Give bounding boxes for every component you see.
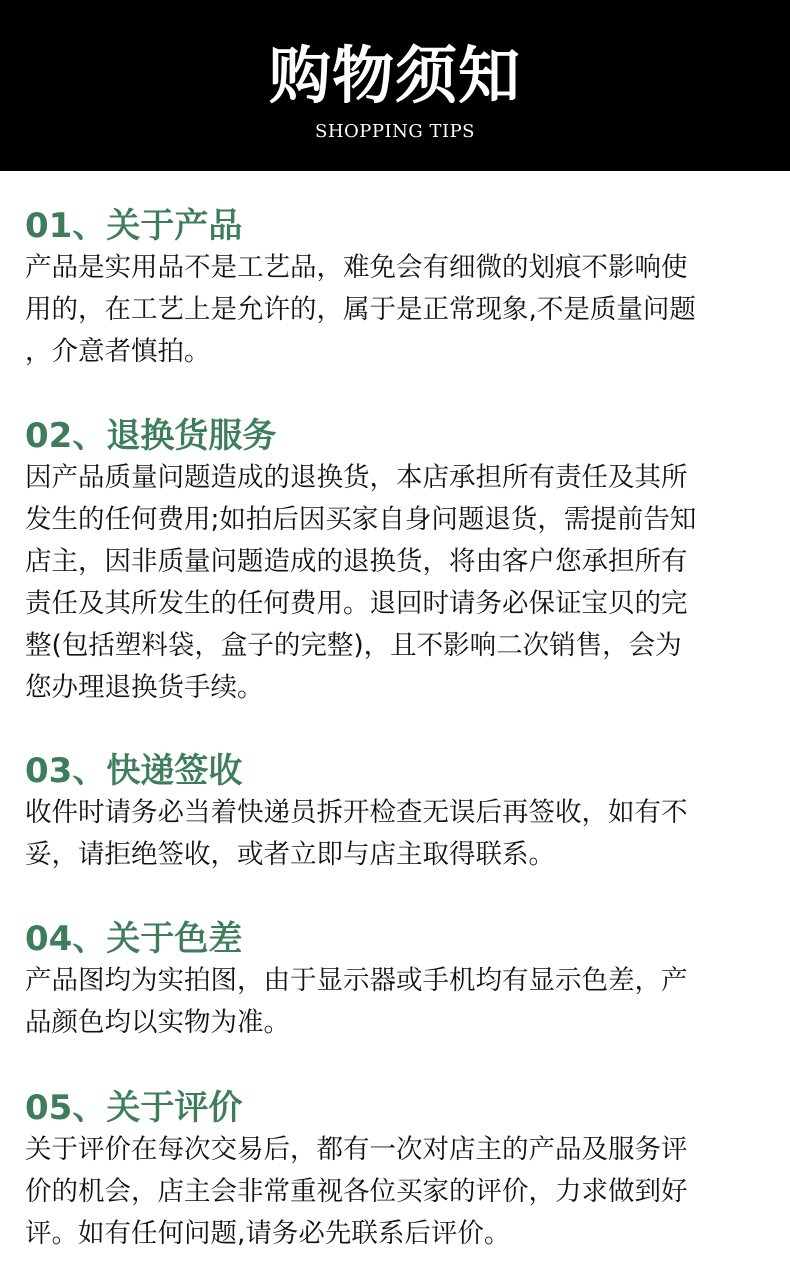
section-color-difference bbox=[25, 918, 777, 1044]
section-about-product bbox=[25, 205, 777, 373]
section-body: 收件时请务必当着快递员拆开检查无误后再签收，如有不 妥，请拒绝签收，或者立即与店主取得联系。 bbox=[25, 797, 688, 870]
section-title: 02、退换货服务 bbox=[25, 416, 277, 456]
page-subtitle: SHOPPING TIPS bbox=[314, 121, 476, 142]
section-title: 03、快递签收 bbox=[25, 751, 243, 791]
section-title: 04、关于色差 bbox=[25, 919, 243, 959]
section-body: 产品图均为实拍图，由于显示器或手机均有显示色差，产 品颜色均以实物为准。 bbox=[25, 965, 688, 1038]
section-reviews bbox=[25, 1087, 777, 1255]
section-body: 关于评价在每次交易后，都有一次对店主的产品及服务评 价的机会，店主会非常重视各位买家的评价，力求做到好 评。如有任何问题,请务必先联系后评价。 bbox=[25, 1134, 688, 1249]
section-title: 05、关于评价 bbox=[25, 1088, 243, 1128]
section-body: 因产品质量问题造成的退换货，本店承担所有责任及其所 发生的任何费用;如拍后因买家自身问题退货，需提前告知 店主，因非质量问题造成的退换货，将由客户您承担所有 责任及其所发生的任何费用。退回时请务必保证宝贝的完 整(包括塑料袋，盒子的完整)，且不影响二次销售，会为 您办理退换货手续。 bbox=[25, 462, 697, 703]
section-title: 01、关于产品 bbox=[25, 206, 243, 246]
page-title: 购物须知 bbox=[268, 39, 521, 112]
section-return-exchange bbox=[25, 415, 777, 709]
section-delivery-signing bbox=[25, 750, 777, 876]
section-body: 产品是实用品不是工艺品，难免会有细微的划痕不影响使 用的，在工艺上是允许的，属于是正常现象,不是质量问题 ，介意者慎拍。 bbox=[25, 252, 696, 367]
header-banner bbox=[0, 0, 790, 171]
